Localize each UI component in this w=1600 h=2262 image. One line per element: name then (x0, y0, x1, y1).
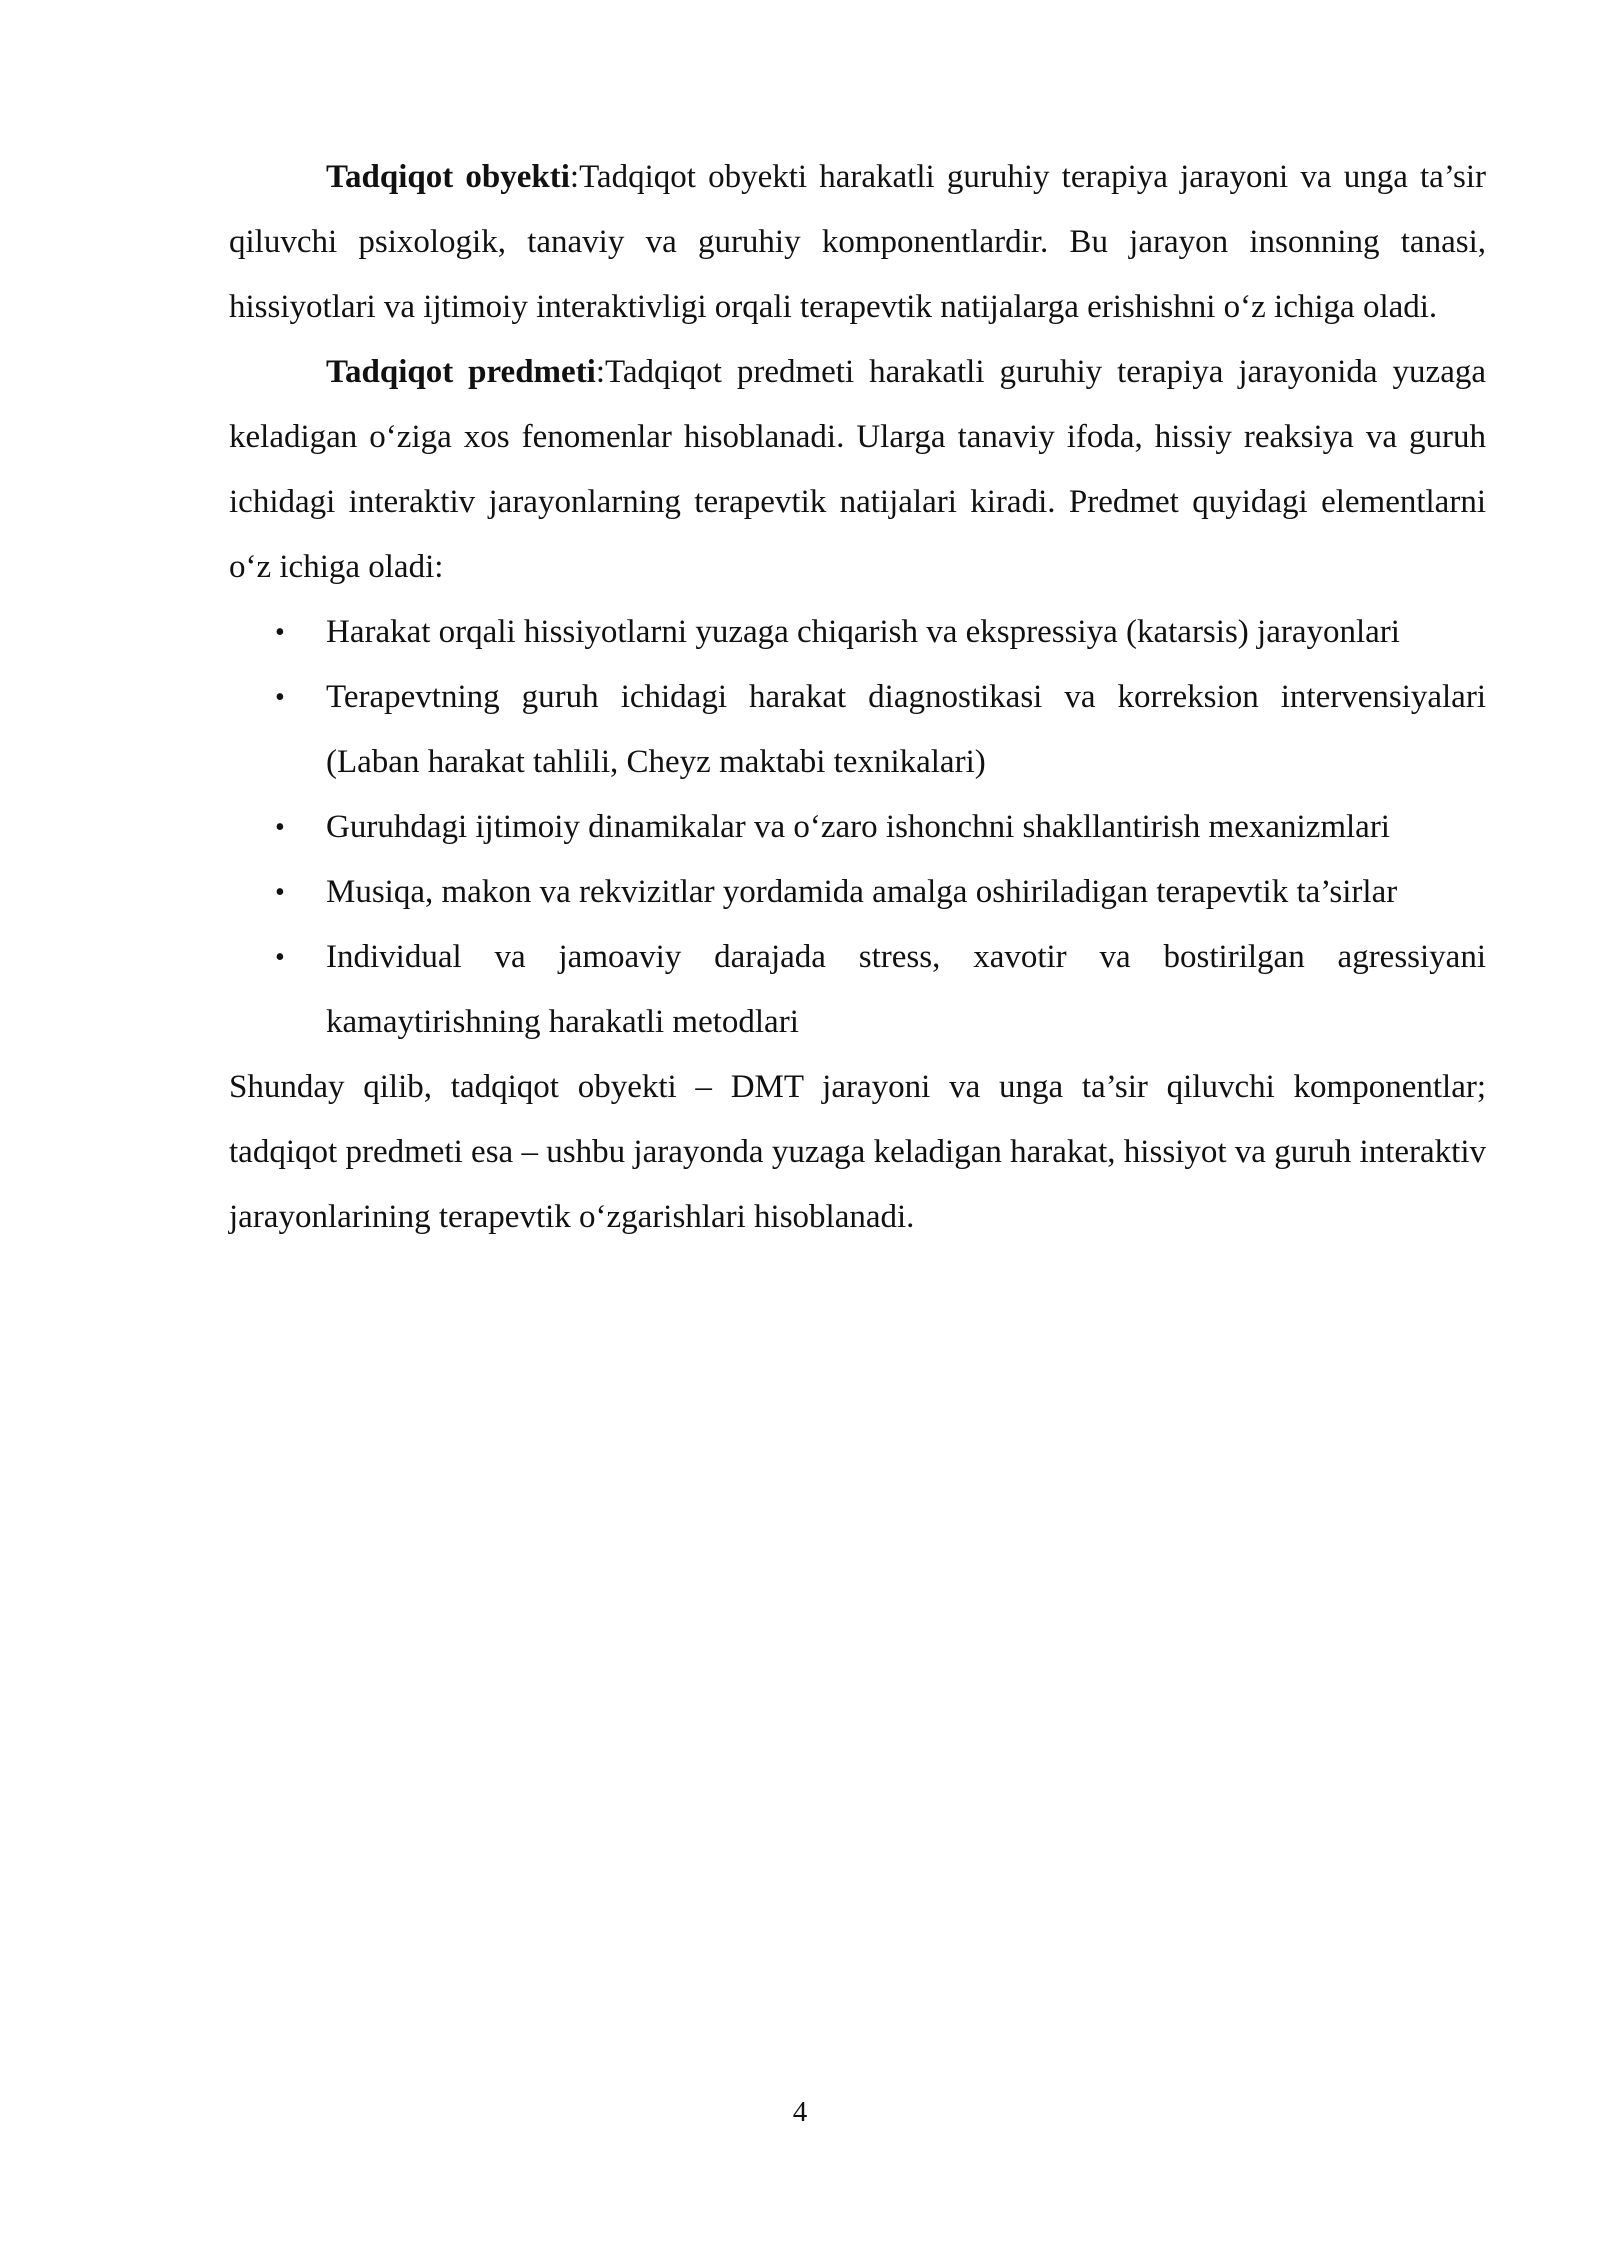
bullet-icon: • (275, 682, 285, 713)
list-item (229, 600, 1486, 665)
list-item (229, 665, 1486, 795)
term-separator: : (569, 159, 580, 195)
research-object-text: Tadqiqot obyekti harakatli guruhiy terapiya jarayoni va unga ta’sir qiluvchi psixologik, tanaviy va guruhiy komponentlardir. Bu jarayon insonning tanasi, hissiyotlari va ijtimoiy interaktivligi orqali terapevtik natijalarga erishishni o‘z ichiga oladi. (229, 159, 1486, 325)
research-subject-text: Tadqiqot predmeti harakatli guruhiy terapiya jarayonida yuzaga keladigan o‘ziga xos fenomenlar hisoblanadi. Ularga tanaviy ifoda, hissiy reaksiya va guruh ichidagi interaktiv jarayonlarning terapevtik natijalari kiradi. Predmet quyidagi elementlarni o‘z ichiga oladi: (229, 354, 1486, 585)
paragraph-research-object (229, 145, 1486, 340)
page-content (229, 145, 1486, 1250)
list-item-text: Terapevtning guruh ichidagi harakat diagnostikasi va korreksion intervensiyalari (Laban harakat tahlili, Cheyz maktabi texnikalari) (326, 679, 1486, 780)
list-item (229, 925, 1486, 1055)
term-separator: : (595, 354, 606, 390)
bullet-icon: • (275, 812, 285, 843)
paragraph-research-subject (229, 340, 1486, 600)
list-item-text: Harakat orqali hissiyotlarni yuzaga chiqarish va ekspressiya (katarsis) jarayonlari (326, 614, 1400, 650)
bullet-icon: • (275, 617, 285, 648)
term-research-object: Tadqiqot obyekti (326, 159, 570, 195)
list-item-text: Guruhdagi ijtimoiy dinamikalar va o‘zaro ishonchni shakllantirish mexanizmlari (326, 809, 1390, 845)
list-item-text: Individual va jamoaviy darajada stress, xavotir va bostirilgan agressiyani kamaytirishning harakatli metodlari (326, 939, 1486, 1040)
list-item (229, 860, 1486, 925)
list-item-text: Musiqa, makon va rekvizitlar yordamida amalga oshiriladigan terapevtik ta’sirlar (326, 874, 1398, 910)
page-number: 4 (792, 2096, 808, 2128)
term-research-subject: Tadqiqot predmeti (326, 354, 596, 390)
bullet-icon: • (275, 877, 285, 908)
elements-list (229, 600, 1486, 1055)
paragraph-conclusion: Shunday qilib, tadqiqot obyekti – DMT jarayoni va unga ta’sir qiluvchi komponentlar; tadqiqot predmeti esa – ushbu jarayonda yuzaga keladigan harakat, hissiyot va guruh interaktiv jarayonlarining terapevtik o‘zgarishlari hisoblanadi. (229, 1069, 1486, 1235)
bullet-icon: • (275, 942, 285, 973)
list-item (229, 795, 1486, 860)
